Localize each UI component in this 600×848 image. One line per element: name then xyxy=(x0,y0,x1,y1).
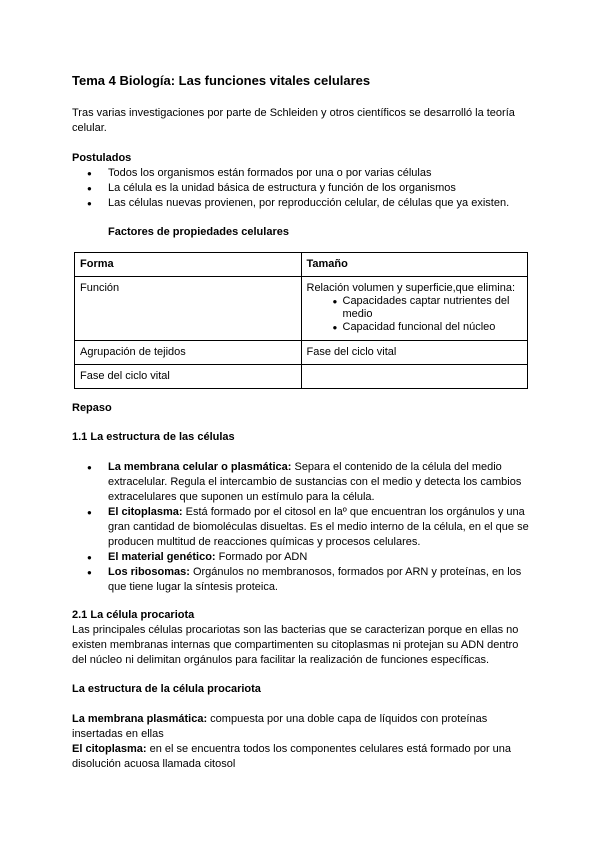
table-cell: Función xyxy=(75,277,302,341)
definition: Formado por ADN xyxy=(215,551,308,563)
section-1-1-heading: 1.1 La estructura de las células xyxy=(72,431,235,443)
section-2-1-paragraph: Las principales células procariotas son las bacterias que se caracterizan porque en ellas no existen membranas internas que compartimenten su citoplasmas ni protejan su ADN dentro del núcleo ni delimitan orgánulos para facilitar la realización de funciones específicas. xyxy=(72,624,519,666)
definition: en el se encuentra todos los componentes celulares está formado por una disolución acuosa llamada citosol xyxy=(72,743,512,770)
citoplasma-paragraph xyxy=(72,742,532,772)
term: El citoplasma: xyxy=(72,743,147,755)
list-item: ● Capacidades captar nutrientes del medio xyxy=(307,295,523,321)
postulados-list xyxy=(72,166,532,211)
membrana-paragraph xyxy=(72,712,532,742)
table-cell-text: Relación volumen y superficie,que elimina: xyxy=(306,282,515,294)
term: El material genético: xyxy=(108,551,216,563)
document-page xyxy=(72,72,532,772)
table-header-cell: Tamaño xyxy=(301,253,528,277)
list-item: ● La célula es la unidad básica de estructura y función de los organismos xyxy=(72,181,532,196)
list-item xyxy=(72,550,532,565)
postulados-heading: Postulados xyxy=(72,152,132,164)
list-item: ● Todos los organismos están formados por una o por varias células xyxy=(72,166,532,181)
intro-paragraph: Tras varias investigaciones por parte de Schleiden y otros científicos se desarrolló la teoría celular. xyxy=(72,107,515,134)
list-item xyxy=(72,565,532,595)
estructura-list xyxy=(72,460,532,595)
section-2-1-heading: 2.1 La célula procariota xyxy=(72,609,195,621)
table-row xyxy=(75,365,528,389)
table-cell xyxy=(301,277,528,341)
list-item: ● Capacidad funcional del núcleo xyxy=(307,321,523,334)
table-cell: Agrupación de tejidos xyxy=(75,341,302,365)
definition: Separa el contenido de la célula del medio extracelular. Regula el intercambio de sustancias con el medio y detecta los cambios extracelulares que suponen un estímulo para la célula. xyxy=(108,461,522,503)
table-cell-list xyxy=(307,295,523,334)
table-cell: Fase del ciclo vital xyxy=(301,341,528,365)
factores-table xyxy=(74,252,528,389)
table-row xyxy=(75,341,528,365)
table-cell xyxy=(301,365,528,389)
term: La membrana plasmática: xyxy=(72,713,208,725)
repaso-heading: Repaso xyxy=(72,402,112,414)
table-cell: Fase del ciclo vital xyxy=(75,365,302,389)
estructura-procariota-heading: La estructura de la célula procariota xyxy=(72,683,261,695)
term: La membrana celular o plasmática: xyxy=(108,461,292,473)
definition: Está formado por el citosol en laº que encuentran los orgánulos y una gran cantidad de biomoléculas disueltas. Es el medio interno de la célula, en el que se producen multitud de reacciones químicas y procesos celulares. xyxy=(108,506,529,548)
term: El citoplasma: xyxy=(108,506,183,518)
list-item xyxy=(72,505,532,550)
list-item xyxy=(72,460,532,505)
table-header-cell: Forma xyxy=(75,253,302,277)
page-title: Tema 4 Biología: Las funciones vitales celulares xyxy=(72,73,371,88)
term: Los ribosomas: xyxy=(108,566,190,578)
definition: compuesta por una doble capa de líquidos con proteínas insertadas en ellas xyxy=(72,713,488,740)
definition: Orgánulos no membranosos, formados por ARN y proteínas, en los que tiene lugar la síntesis proteica. xyxy=(108,566,522,593)
factores-heading: Factores de propiedades celulares xyxy=(108,226,289,238)
table-header-row xyxy=(75,253,528,277)
table-row xyxy=(75,277,528,341)
list-item: ● Las células nuevas provienen, por reproducción celular, de células que ya existen. xyxy=(72,196,532,211)
